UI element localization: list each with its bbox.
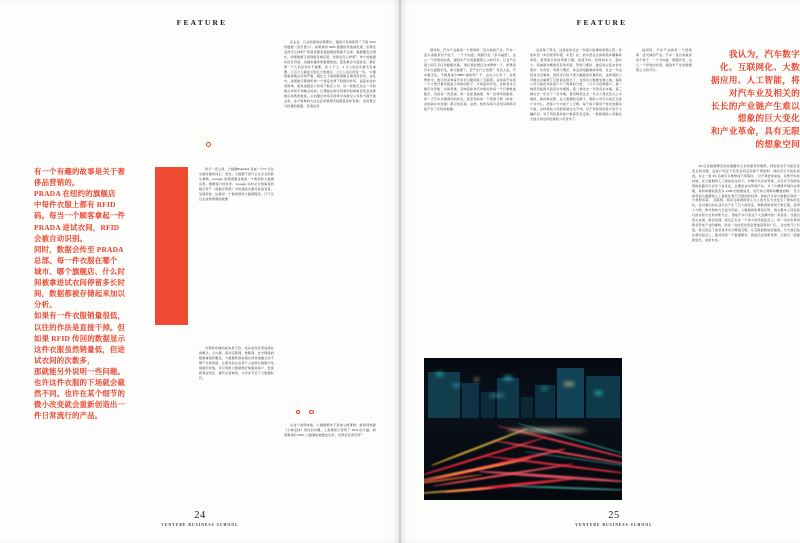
lead-line: PRADA 进试衣间，RFID (34, 222, 120, 232)
folio-left (0, 510, 414, 527)
running-head-right: FEATURE (576, 18, 628, 27)
right-column-1 (424, 48, 516, 112)
lead-line: 有一个有趣的故事是关于奢 (34, 167, 126, 176)
lead-line: 城市、哪个旗舰店、什么时 (34, 266, 126, 276)
body-paragraph: 说同时，汽车产业就是一个低效率、受交换的产业。汽车一直以来就是四个轮子、一个方向盘、两跟沙发，这么一个昂贵的东西，围绕车产生的数据那么少的可怜。 (636, 48, 692, 72)
red-dot-icon (309, 410, 313, 414)
lead-line: 件日常流行的产品。 (34, 411, 103, 421)
pull-quote (692, 48, 800, 151)
page-number: 24 (194, 510, 206, 521)
spread-gutter (399, 0, 401, 543)
body-paragraph: 这意味了很多，这将能改过去一年统计的事故率那么低；你的车况（车的使用年限、车型）好，此车型在全体制造车辆事故率低；客驾统计你的驾驶习惯，加速平均，轻拐的车少，超车少，和减速车辆的安有的车距，驾驶习惯好，最后综合起来你车型好、车况好、驾驶习惯好、常走的线路事故率低、过去一年也没有出过事故，因此可以给予更大幅度的优惠折扣，这样保险公司就完全重塑了它的商业模式了，在没有大数据支撑之前，保险公司只能把车险客户分了简单的分类，一只分为四种客户。第一种是连续两年没有出车祸的，第二种过去一年没有出车祸，第三种过去一年出了一次车祸，第四种是过去一年出了两次及以上车祸的，就四种完整。在大数据的支撑下，保险公司可以真正以客户为中心，把客户分为成千上万种，每个客户都有个性化的解决方案。这样保险公司经营就完全不同。对于风险低的客户给予大幅折扣。对于风险高的客户就高价签定的，一般的保险公司就完全地以和这样的保险公司竞争了。 (530, 48, 622, 121)
photo-road (424, 418, 622, 500)
right-column-3 (636, 48, 692, 73)
lead-line: 码。每当一个顾客拿起一件 (34, 211, 126, 221)
magazine-name: VENTURE BUSINESS SCHOOL (575, 523, 653, 527)
pull-quote-line: 长长的产业链产生难以 (711, 100, 800, 111)
lead-line: 总部。每一件衣服在哪个 (34, 255, 118, 265)
body-paragraph: 在企业、行业和国家的管理中，通常只有效使用了不到 20% 的数据（甚至更少）。如果剩余 80% 数据的价值被发现，世界会变得怎么样呢？特别是随着量数据的积累不定律，数据爆发式增长，如果数据又得到更有效应用，世界会怎么样呢？ 单个的数据并没有价值，但越来越多的数据叠加，量变就会引起质变。就好像一个人的意见并不重要，但 1 千人、1 万人的意见就无足重要。上百万人就能引发巨大的效应，上亿人足以改变一切。 中国的航班晚点非常严重，相比之下美国航班晚点情况好很多，这其中，美国航空管制机构一个规定发挥了积极的作用，说起来也非常简单，就是美国会公布每个航空公司、每一班航空过去一年的晚点率和平均晚点时间，让旅客在购买机票的时候就自然会选择晚点率低的航班，从而通过市场手段牵引各航空公司努力提升准点率，这个简单的方法比任何管理手段都直接和有效。 没有整合与挖掘的数据，价值也是 (284, 40, 376, 108)
city-night-traffic-photo (424, 358, 622, 500)
pull-quote-line: 据应用、人工智能，将 (711, 74, 800, 85)
pull-quote-line: 想象的巨大变化 (737, 113, 800, 124)
lead-line: 这件衣服虽然销量低，但进 (34, 344, 126, 354)
lead-line: 同时，数据会传至 PRADA (34, 244, 124, 254)
body-paragraph: 处理和存储的成本是天价，也从来没有形成商业的概念。云计算、移动互联网、物联网、社交网络的数据重组和聚变，大数据和商业模式的快速融合并不断产生新价值，让更多的企业和个人能够从数据中发现新的价值，可以利用大数据更好地服务客户、发现新商业机会、提升运营效率，才迈步开启了大数据时代。 (199, 346, 274, 380)
pull-quote-line: 的想象空间 (755, 139, 800, 150)
lead-line: 分析。 (34, 300, 57, 310)
pull-quote-line: 我认为，汽车数字 (728, 49, 800, 59)
lead-line: 那就能另外说明一些问题。 (34, 366, 126, 376)
lead-line: 会被自动识别。 (34, 233, 88, 243)
page-number: 25 (608, 510, 620, 521)
photo-skyline (424, 358, 622, 423)
left-column-right-bottom (284, 423, 376, 438)
pull-quote-line: 和产业革命，具有无限 (711, 126, 800, 137)
pull-quote-line: 对汽车业及相关的 (728, 87, 800, 98)
magazine-name: VENTURE BUSINESS SCHOOL (161, 523, 239, 527)
lead-line: 间，数据都被存储起来加以 (34, 289, 126, 299)
lead-line: 微小改变就会重新创造出一 (34, 400, 126, 410)
left-column-middle-bottom (199, 346, 274, 380)
lead-line: 如果 RFID 传回的数据显示 (34, 333, 126, 343)
body-paragraph: 很同时，汽车产业就是一个很效率、受交换的产业。汽车一直以来就是四个轮子、一个方向盘、两跟沙发（李书福语），这么一个昂贵的东西，围绕车产生的数据那么少的可怜，行业产业链之间几无任何数据共通。 我们现在想反过来想象一下，如果将汽车全面数字化，或大数据了，会产生什么结果？ 有些人说，汽车数字化，不就是加个MBS 模块吗？不，这太小儿科了。在我想象中，数字化意味着汽车可以随时联上互联网，意味着汽车是一个大型计算系统加上快快的轮子、方向盘和沙发，意味着可以数字化导航、自动驾驶，意味着你和汽车相处的每一个行驶轨迹数字，包括每一次急刹、每一次加速减速、每一次拐弯的影像、每一天汽车关键部件的状态，甚至你的每一个驾驶习惯（如每一次的刹车未加速）都记录在案。这样，你的车每月甚至每周都可能产生了比特的数据。 (424, 48, 516, 112)
lead-line: 然不同。也许在某个细节的 (34, 389, 126, 399)
right-page (400, 0, 800, 543)
red-dot-icon (296, 410, 300, 414)
left-column-right-top (284, 40, 376, 109)
right-column-2 (530, 48, 622, 122)
lead-line: 如果有一件衣服销量很低， (34, 311, 126, 321)
lead-line: 也许这件衣服的下场就会截 (34, 378, 126, 388)
red-dot-marker-icon (206, 142, 211, 147)
body-paragraph: 4S 店会根据情况及时提醒车主及时保养和维修，特别是对于可能危及安全的问题，在客户同意下签至会同意远程干预控制。同时还可以线犯查找，车主一到 4S 店就可以维修而不用等待。 对于驾驶者来说，有想开车的时候，在大数据和人工智能的支持下，车辆可以自动驾驶，并且对于你经常用的线路可以自学习自优化，必要的自动驾驶汽车。为了方便周环境作业预期，每秒钟要收集至多 1GB 的数据信息，进行综合判断和精准控制。 至少我坚信大数据和人工智能化将不可阻挡的趋势。智能汽车是大数据应用的一个典型场景。 互联网、移动互联网使得人与人的交互方式发生了根本的变化，也对我们的生活方式产生了巨大的改变。物联网则使得万物互联，使得人与物、物与物的交互成为可能。大数据的积累和应用，则从根本上改变我们的认知方式和决策方式。 智能汽车只是这个大浪潮中的一朵浪花。当我们回头来看，就会发现，我们正处在一个伟大时代的起点上。每一次技术革命都会带来产业的重构，而这一次的变化将会更加深刻和广泛。 过去的几十年里，我们见证了信息技术从计算到互联、从互联到智能的演进。今天我们站在新的起点上，面对的是一个数据驱动、智能泛在的新世界。让我们一起拥抱变化，迎接未来。 (692, 164, 800, 242)
folio-right (400, 510, 800, 527)
left-page-body (34, 40, 376, 497)
right-page-body (424, 40, 800, 497)
lead-line: PRADA 在纽约的旗舰店 (34, 189, 116, 199)
left-column-middle-top (199, 167, 274, 201)
red-color-block (155, 167, 188, 325)
body-paragraph: 从这个案例来看，大数据根本不是独立的事物，就如同电影《少林足球》里出的问题，人类通常只使用了 20% 的大脑，如果剩余的 80% 大脑潜能被激发出来，世界会变得怎样？ (284, 423, 376, 437)
lead-line: 试衣间的次数多， (34, 355, 95, 365)
red-dot-pair-divider (296, 410, 314, 414)
lead-line: 中每件衣服上都有 RFID (34, 200, 116, 210)
pull-quote-line: 化、互联网化、大数 (719, 61, 800, 72)
running-head-left: FEATURE (176, 18, 228, 27)
lead-line: 侈品营销的。 (34, 178, 80, 188)
lead-line: 以往的作法是直接干掉。但 (34, 322, 126, 332)
body-paragraph: 似乎一夜之间，大数据BigData 变成一个IT 行业中最时髦的词汇。首先，大数据不是什么完全全的新生事物，Google 的搜索服务就是一个典型的大数据运用。根据客户的需求，Google 实时从全球海量的数字资产（或数字资源）中快速找出最可能的答案，呈现给你，这就是一个最典型的大数据服务。只不过过去这样规模的数据 (199, 167, 274, 201)
lead-red-headline (34, 166, 138, 422)
right-column-4 (692, 164, 800, 243)
lead-line: 间被拿进试衣间停留多长时 (34, 278, 126, 288)
